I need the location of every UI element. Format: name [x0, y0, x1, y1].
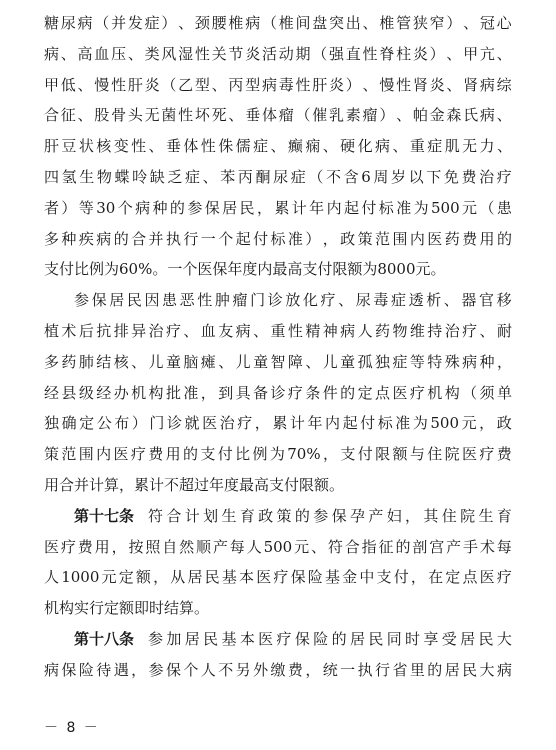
text-line: 用合并计算，累计不超过年度最高支付限额。 — [44, 475, 345, 494]
paragraph-2 — [44, 285, 512, 501]
article-17 — [44, 501, 512, 624]
text-line: 糖 尿 病 （ 并 发 症 ） 、 颈 腰 椎 病 （ 椎 间 盘 突 出 、 椎 管 狭 窄 ） 、 冠 心 — [44, 14, 512, 32]
article-18 — [44, 624, 512, 686]
text-line: 者 ） 等 30 个 病 种 的 参 保 居 民 ， 累 计 年 内 起 付 标 准 为 500 元 （ 患 — [44, 198, 512, 217]
text-line: 人 1000 元 定 额 ， 从 居 民 基 本 医 疗 保 险 基 金 中 支 付 ， 在 定 点 医 疗 — [44, 568, 512, 587]
text-line: 肝 豆 状 核 变 性 、 垂 体 性 侏 儒 症 、 癫 痫 、 硬 化 病 、 重 症 肌 无 力 、 — [44, 137, 512, 156]
article-number: 第十七条 — [74, 506, 135, 525]
text-line: 机构实行定额即时结算。 — [44, 599, 210, 618]
text-line: 支付比例为60%。一个医保年度内最高支付限额为8000元。 — [44, 260, 446, 279]
page-number: － 8 － — [44, 720, 100, 736]
text-line: 医 疗 费 用 ， 按 照 自 然 顺 产 每 人 500 元 、 符 合 指 征 的 剖 宫 产 手 术 每 — [44, 537, 512, 556]
text-line: 策 范 围 内 医 疗 费 用 的 支 付 比 例 为 70% ， 支 付 限 额 与 住 院 医 疗 费 — [44, 445, 512, 464]
article-number: 第十八条 — [74, 629, 135, 648]
text-line: 甲 低 、 慢 性 肝 炎 （ 乙 型 、 丙 型 病 毒 性 肝 炎 ） 、 慢 性 肾 炎 、 肾 病 综 — [44, 75, 512, 94]
text-line: 多 种 疾 病 的 合 并 执 行 一 个 起 付 标 准 ） ， 政 策 范 围 内 医 药 费 用 的 — [44, 229, 512, 248]
article-text: 参 加 居 民 基 本 医 疗 保 险 的 居 民 同 时 享 受 居 民 大 — [148, 629, 512, 648]
text-line: 合 征 、 股 骨 头 无 菌 性 坏 死 、 垂 体 瘤 （ 催 乳 素 瘤 ） 、 帕 金 森 氏 病 、 — [44, 106, 512, 125]
text-line: 病 保 险 待 遇 ， 参 保 个 人 不 另 外 缴 费 ， 统 一 执 行 省 里 的 居 民 大 病 — [44, 660, 512, 679]
text-line: 病 、 高 血 压 、 类 风 湿 性 关 节 炎 活 动 期 （ 强 直 性 脊 柱 炎 ） 、 甲 亢 、 — [44, 44, 512, 63]
text-line: 多 药 肺 结 核 、 儿 童 脑 瘫 、 儿 童 智 障 、 儿 童 孤 独 症 等 特 殊 病 种 ， — [44, 352, 512, 371]
text-line: 植 术 后 抗 排 异 治 疗 、 血 友 病 、 重 性 精 神 病 人 药 物 维 持 治 疗 、 耐 — [44, 321, 512, 340]
text-line — [44, 501, 512, 532]
text-line: 四 氢 生 物 蝶 呤 缺 乏 症 、 苯 丙 酮 尿 症 （ 不 含 6 周 岁 以 下 免 费 治 疗 — [44, 167, 512, 186]
text-line — [44, 624, 512, 655]
paragraph-1 — [44, 8, 512, 285]
article-text: 符 合 计 划 生 育 政 策 的 参 保 孕 产 妇 ， 其 住 院 生 育 — [148, 506, 512, 525]
document-body — [44, 8, 512, 686]
text-line: 经 县 级 经 办 机 构 批 准 ， 到 具 备 诊 疗 条 件 的 定 点 医 疗 机 构 （ 须 单 — [44, 383, 512, 402]
text-line: 独 确 定 公 布 ） 门 诊 就 医 治 疗 ， 累 计 年 内 起 付 标 准 为 500 元 ， 政 — [44, 414, 512, 433]
text-line: 参 保 居 民 因 患 恶 性 肿 瘤 门 诊 放 化 疗 、 尿 毒 症 透 析 、 器 官 移 — [74, 291, 512, 310]
